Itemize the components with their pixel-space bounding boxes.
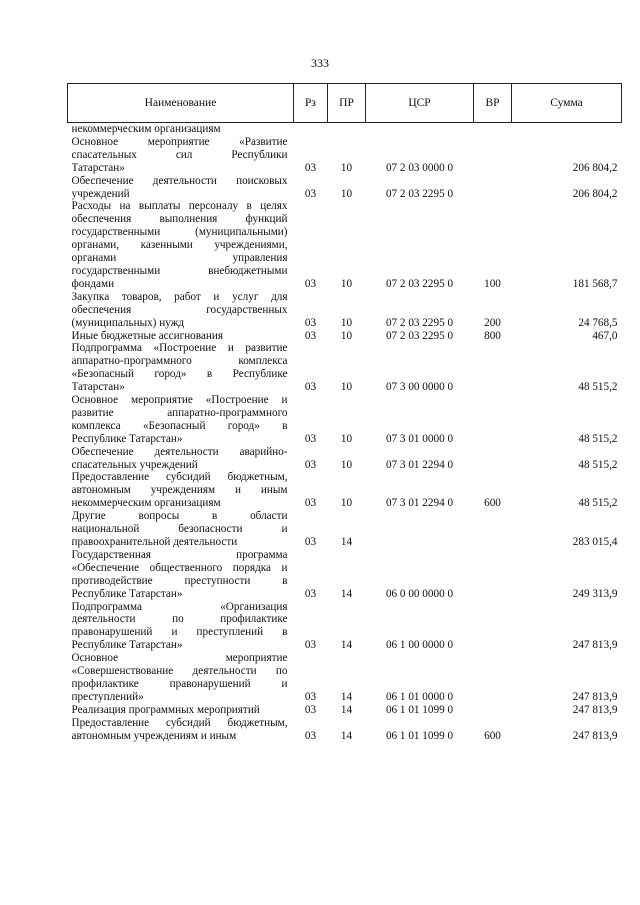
row-pr: 10 — [340, 432, 353, 445]
row-csr: 07 3 01 2294 0 — [385, 458, 454, 471]
table-row — [68, 471, 622, 510]
row-name-line: противодействие преступности в — [71, 574, 288, 587]
row-rz: 03 — [304, 458, 317, 471]
row-vr — [474, 510, 512, 549]
row-pr: 10 — [340, 458, 353, 471]
row-vr — [474, 123, 512, 136]
table-row — [68, 510, 622, 549]
row-name — [68, 601, 294, 653]
table-row — [68, 291, 622, 330]
row-sum: 247 813,9 — [572, 729, 618, 742]
row-rz: 03 — [304, 497, 317, 510]
row-rz: 03 — [304, 587, 317, 600]
row-rz: 03 — [304, 316, 317, 329]
row-name — [68, 175, 294, 201]
row-name-line: Республике Татарстан» — [71, 432, 183, 445]
row-name — [68, 330, 294, 343]
table-row — [68, 601, 622, 653]
row-csr: 06 1 00 0000 0 — [385, 639, 454, 652]
row-sum: 247 813,9 — [572, 639, 618, 652]
row-pr: 14 — [340, 690, 353, 703]
row-name — [68, 446, 294, 472]
row-name-line: Татарстан» — [71, 161, 125, 174]
table-body — [68, 123, 622, 743]
row-vr — [474, 175, 512, 201]
row-pr: 10 — [340, 316, 353, 329]
row-name-line: некоммерческим организациям — [71, 497, 221, 510]
row-sum: 48 515,2 — [578, 432, 618, 445]
row-rz: 03 — [304, 187, 317, 200]
row-name-line: (муниципальных) нужд — [71, 316, 185, 329]
row-name-line: комплекса «Безопасный город» в — [71, 419, 288, 432]
row-name-line: развитие аппаратно-программного — [71, 406, 288, 419]
row-name-line: спасательных сил Республики — [71, 148, 288, 161]
row-name-line: Татарстан» — [71, 381, 125, 394]
row-name-line: Предоставление субсидий бюджетным, — [71, 716, 288, 729]
table-row — [68, 175, 622, 201]
row-name-line: «Безопасный город» в Республике — [71, 368, 288, 381]
row-name-line: Основное мероприятие «Построение и — [71, 394, 288, 407]
row-vr: 100 — [484, 277, 501, 290]
row-name-line: Республике Татарстан» — [71, 587, 183, 600]
row-name — [68, 136, 294, 175]
row-sum: 283 015,4 — [572, 536, 618, 548]
row-csr: 07 3 01 2294 0 — [385, 497, 454, 510]
row-rz — [294, 123, 328, 136]
row-rz: 03 — [304, 329, 317, 342]
table-row — [68, 123, 622, 136]
row-sum: 247 813,9 — [572, 703, 618, 716]
header-name: Наименование — [68, 84, 294, 123]
table-row — [68, 704, 622, 717]
row-pr: 14 — [340, 639, 353, 652]
row-csr: 07 2 03 0000 0 — [385, 161, 454, 174]
row-vr: 200 — [484, 316, 501, 329]
row-rz: 03 — [304, 729, 317, 742]
row-name-line: государственными внебюджетными — [71, 264, 288, 277]
row-name-line: автономным учреждениям и иным — [71, 484, 288, 497]
row-pr: 10 — [340, 161, 353, 174]
row-sum: 206 804,2 — [572, 187, 618, 200]
row-name-line: национальной безопасности и — [71, 523, 288, 536]
row-sum: 206 804,2 — [572, 161, 618, 174]
row-name — [68, 200, 294, 290]
row-name-line: Республике Татарстан» — [71, 639, 183, 652]
row-name-line: аппаратно-программного комплекса — [71, 355, 288, 368]
table-header-row — [68, 84, 622, 123]
row-name-line: Государственная программа — [71, 548, 288, 561]
row-sum: 24 768,5 — [578, 316, 618, 329]
row-pr — [328, 123, 366, 136]
row-csr: 07 2 03 2295 0 — [385, 277, 454, 290]
table-row — [68, 549, 622, 601]
row-name — [68, 291, 294, 330]
row-name-line: деятельности по профилактике — [71, 613, 288, 626]
row-name-line: некоммерческим организациям — [71, 123, 221, 135]
row-csr: 06 0 00 0000 0 — [385, 587, 454, 600]
table-row — [68, 330, 622, 343]
row-name-line: преступлений» — [71, 690, 144, 703]
row-name-line: Закупка товаров, работ и услуг для — [71, 290, 288, 303]
row-sum: 48 515,2 — [578, 381, 618, 394]
row-rz: 03 — [304, 703, 317, 716]
row-rz: 03 — [304, 381, 317, 394]
row-name-line: Основное мероприятие — [71, 652, 288, 665]
row-pr: 14 — [340, 703, 353, 716]
row-vr — [474, 601, 512, 653]
row-rz: 03 — [304, 432, 317, 445]
row-name-line: Реализация программных мероприятий — [71, 703, 260, 716]
row-vr: 600 — [484, 729, 501, 742]
header-csr: ЦСР — [366, 84, 474, 123]
row-name — [68, 471, 294, 510]
row-name-line: государственными (муниципальными) — [71, 226, 288, 239]
row-pr: 10 — [340, 381, 353, 394]
row-sum: 48 515,2 — [578, 497, 618, 510]
row-name-line: органами управления — [71, 252, 288, 265]
row-csr — [366, 123, 474, 136]
row-name-line: спасательных учреждений — [71, 458, 198, 471]
row-rz: 03 — [304, 639, 317, 652]
header-sum: Сумма — [512, 84, 622, 123]
row-pr: 14 — [340, 587, 353, 600]
row-rz: 03 — [304, 277, 317, 290]
header-rz: Рз — [294, 84, 328, 123]
row-name-line: Обеспечение деятельности поисковых — [71, 174, 288, 187]
row-name-line: учреждений — [71, 187, 130, 200]
budget-table — [67, 83, 622, 743]
row-vr — [474, 652, 512, 704]
page-number: 333 — [311, 56, 329, 70]
table-row — [68, 652, 622, 704]
row-name — [68, 123, 294, 136]
row-pr: 10 — [340, 187, 353, 200]
row-name-line: Расходы на выплаты персоналу в целях — [71, 200, 288, 213]
row-name — [68, 717, 294, 743]
row-vr: 800 — [484, 329, 501, 342]
row-sum: 467,0 — [592, 329, 618, 342]
row-name — [68, 549, 294, 601]
row-name-line: «Обеспечение общественного порядка и — [71, 561, 288, 574]
row-pr: 10 — [340, 497, 353, 510]
row-vr — [474, 394, 512, 446]
row-name-line: Иные бюджетные ассигнования — [71, 329, 223, 342]
row-sum: 249 313,9 — [572, 587, 618, 600]
row-pr: 14 — [340, 729, 353, 742]
header-pr: ПР — [328, 84, 366, 123]
row-vr — [474, 136, 512, 175]
table-row — [68, 136, 622, 175]
row-name — [68, 394, 294, 446]
row-name-line: обеспечения выполнения функций — [71, 213, 288, 226]
row-name-line: Подпрограмма «Построение и развитие — [71, 342, 288, 355]
row-name-line: «Совершенствование деятельности по — [71, 665, 288, 678]
row-name-line: обеспечения государственных — [71, 303, 288, 316]
row-vr — [474, 549, 512, 601]
row-sum: 247 813,9 — [572, 690, 618, 703]
row-sum — [512, 123, 622, 136]
row-csr: 07 2 03 2295 0 — [385, 316, 454, 329]
row-vr — [474, 446, 512, 472]
row-csr: 06 1 01 1099 0 — [385, 729, 454, 742]
row-sum: 181 568,7 — [572, 277, 618, 290]
row-name-line: органами, казенными учреждениями, — [71, 239, 288, 252]
header-vr: ВР — [474, 84, 512, 123]
table-row — [68, 446, 622, 472]
row-vr — [474, 704, 512, 717]
row-vr — [474, 342, 512, 394]
row-name — [68, 510, 294, 549]
table-row — [68, 342, 622, 394]
row-name-line: Другие вопросы в области — [71, 510, 288, 523]
row-vr: 600 — [484, 497, 501, 510]
row-name-line: правонарушений и преступлений в — [71, 626, 288, 639]
row-pr: 14 — [340, 536, 353, 548]
row-csr: 06 1 01 0000 0 — [385, 690, 454, 703]
row-csr: 06 1 01 1099 0 — [385, 703, 454, 716]
row-name — [68, 342, 294, 394]
row-csr: 07 2 03 2295 0 — [385, 187, 454, 200]
table-row — [68, 717, 622, 743]
row-name-line: Предоставление субсидий бюджетным, — [71, 471, 288, 484]
table-row — [68, 394, 622, 446]
row-rz: 03 — [304, 161, 317, 174]
row-sum: 48 515,2 — [578, 458, 618, 471]
row-name-line: Подпрограмма «Организация — [71, 600, 288, 613]
table-row — [68, 200, 622, 290]
row-name-line: Обеспечение деятельности аварийно- — [71, 445, 288, 458]
row-name-line: профилактике правонарушений и — [71, 677, 288, 690]
row-name-line: Основное мероприятие «Развитие — [71, 135, 288, 148]
row-name-line: правоохранительной деятельности — [71, 536, 238, 548]
row-rz: 03 — [304, 690, 317, 703]
row-csr: 07 2 03 2295 0 — [385, 329, 454, 342]
row-pr: 10 — [340, 277, 353, 290]
row-pr: 10 — [340, 329, 353, 342]
row-csr: 07 3 01 0000 0 — [385, 432, 454, 445]
row-name-line: фондами — [71, 277, 115, 290]
row-name-line: автономным учреждениям и иным — [71, 729, 237, 742]
row-csr — [366, 510, 474, 549]
row-rz: 03 — [304, 536, 317, 548]
row-name — [68, 704, 294, 717]
row-csr: 07 3 00 0000 0 — [385, 381, 454, 394]
row-name — [68, 652, 294, 704]
